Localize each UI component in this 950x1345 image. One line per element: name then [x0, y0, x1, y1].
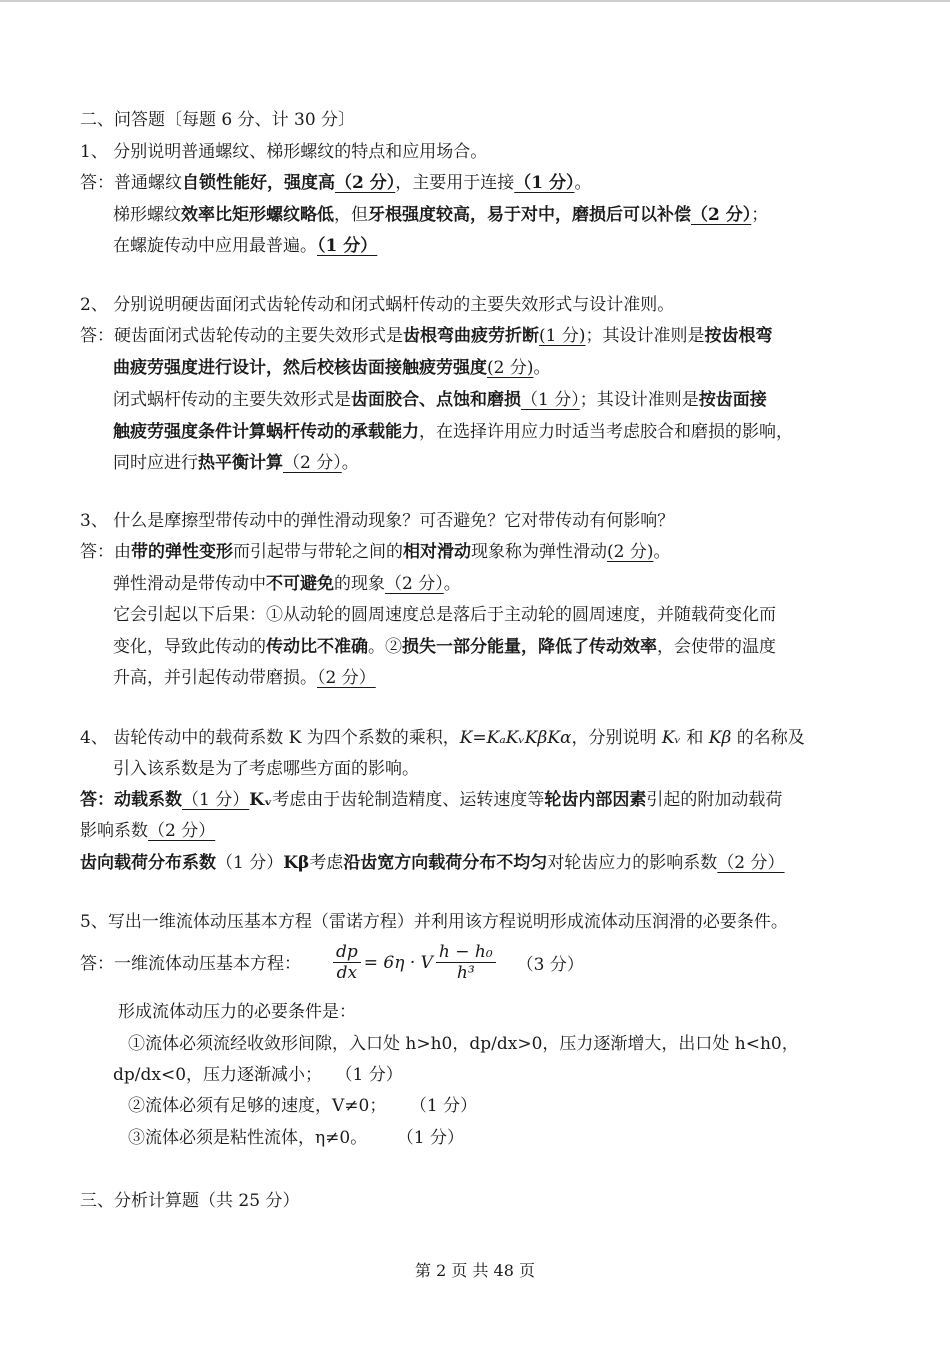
q4-answer-line2 — [80, 819, 215, 843]
score: （1 分） — [317, 236, 378, 256]
score: （3 分） — [516, 955, 584, 975]
key-point: 齿根弯曲疲劳折断 — [403, 326, 539, 346]
text: 变化，导致此传动的 — [113, 637, 266, 657]
q3-answer-line1 — [80, 540, 670, 564]
key-point: 曲疲劳强度进行设计，然后校核齿面接触疲劳强度 — [113, 358, 487, 378]
text: ，在选择许用应力时适当考虑胶合和磨损的影响， — [419, 422, 793, 442]
text: 。 — [341, 453, 359, 473]
score: （2 分） — [148, 821, 216, 841]
text: 影响系数 — [80, 821, 148, 841]
text: 答：由 — [80, 542, 131, 562]
score: （2 分） — [385, 574, 444, 594]
text: ②流体必须有足够的速度，V≠0； — [128, 1096, 387, 1116]
score: （2 分） — [317, 668, 376, 688]
text: 。 — [533, 358, 551, 378]
q3-question: 3、 什么是摩擦型带传动中的弹性滑动现象？可否避免？它对带传动有何影响？ — [80, 511, 675, 531]
key-point: 齿向载荷分布系数 — [80, 853, 216, 873]
text: 升高，并引起传动带磨损。 — [113, 668, 317, 688]
symbol: Kβ — [708, 728, 732, 748]
key-point: 带的弹性变形 — [131, 542, 233, 562]
symbol: Kᵥ — [661, 728, 681, 748]
text: 。 — [443, 574, 461, 594]
key-point: 效率比矩形螺纹略低 — [181, 205, 334, 225]
score: （1 分） — [405, 1128, 464, 1148]
q3-answer-line4 — [113, 635, 776, 659]
denominator: dx — [336, 963, 358, 983]
key-point: 相对滑动 — [403, 542, 471, 562]
text: 梯形螺纹 — [113, 205, 181, 225]
q5-condition-1-line2 — [113, 1063, 403, 1087]
text: 在螺旋传动中应用最普遍。 — [113, 236, 317, 256]
key-point: 牙根强度较高，易于对中，磨损后可以补偿 — [368, 205, 691, 225]
q5-conditions-title: 形成流体动压力的必要条件是： — [118, 1002, 356, 1022]
text: 考虑由于齿轮制造精度、运转速度等 — [272, 790, 545, 810]
key-point: 动载系数 — [114, 790, 182, 810]
text: dp/dx<0，压力逐渐减小； — [113, 1065, 323, 1085]
text: ③流体必须是粘性流体，η≠0。 — [128, 1128, 368, 1148]
q4-question-line1 — [80, 726, 805, 750]
fraction-h — [436, 942, 496, 983]
numerator: dp — [333, 942, 361, 963]
text: 的现象 — [334, 574, 385, 594]
key-point: 损失一部分能量，降低了传动效率 — [402, 637, 657, 657]
score: （1 分） — [216, 853, 284, 873]
key-point: 传动比不准确 — [266, 637, 368, 657]
text: 而引起带与带轮之间的 — [233, 542, 403, 562]
q1-answer-line2 — [113, 203, 768, 227]
formula: K=KₐKᵥKβKα — [459, 728, 572, 748]
key-point: 热平衡计算 — [198, 453, 283, 473]
key-point: 齿面胶合、点蚀和磨损 — [351, 390, 521, 410]
text: ，但 — [334, 205, 368, 225]
text: 同时应进行 — [113, 453, 198, 473]
score: （1 分） — [521, 390, 580, 410]
text: 弹性滑动是带传动中 — [113, 574, 266, 594]
q4-answer-line1 — [80, 788, 782, 812]
page-footer: 第 2 页 共 48 页 — [415, 1261, 535, 1280]
score: （1 分） — [514, 173, 575, 193]
text: 答： — [80, 790, 114, 810]
text: ，会使带的温度 — [657, 637, 776, 657]
score: (2 分) — [487, 358, 534, 378]
text: ；其设计准则是 — [579, 390, 699, 410]
key-point: 按齿面接 — [698, 390, 767, 410]
q3-answer-line5 — [113, 666, 376, 690]
text: 现象称为弹性滑动 — [471, 542, 607, 562]
key-point: 触疲劳强度条件计算蜗杆传动的承载能力 — [113, 422, 419, 442]
text: 闭式蜗杆传动的主要失效形式是 — [113, 390, 351, 410]
score: （2 分） — [717, 853, 785, 873]
score: （1 分） — [182, 790, 250, 810]
text: 对轮齿应力的影响系数 — [547, 853, 718, 873]
q1-question: 1、 分别说明普通螺纹、梯形螺纹的特点和应用场合。 — [80, 142, 488, 162]
key-point: 按齿根弯 — [704, 326, 773, 346]
text: ，分别说明 — [571, 728, 662, 748]
denominator: h³ — [456, 963, 475, 983]
q3-answer-line3: 它会引起以下后果：①从动轮的圆周速度总是落后于主动轮的圆周速度，并随载荷变化而 — [113, 605, 776, 625]
text: 的名称及 — [731, 728, 805, 748]
text: 。 — [574, 173, 592, 193]
numerator: h − h₀ — [436, 942, 496, 963]
section-3-title: 三、分析计算题（共 25 分） — [80, 1191, 300, 1211]
score: （1 分） — [344, 1065, 403, 1085]
page-top-border — [0, 0, 950, 2]
q5-condition-2 — [128, 1094, 477, 1118]
section-2-title: 二、问答题〔每题 6 分、计 30 分〕 — [80, 110, 356, 130]
q1-answer-line1 — [80, 171, 592, 195]
text: 引起的附加动载荷 — [646, 790, 783, 810]
q2-answer-line2 — [113, 356, 550, 380]
key-point: 自锁性能好，强度高 — [182, 173, 335, 193]
score: （1 分） — [418, 1096, 478, 1116]
q4-question-line2: 引入该系数是为了考虑哪些方面的影响。 — [113, 759, 419, 779]
q2-answer-line1 — [80, 324, 772, 348]
q5-question: 5、写出一维流体动压基本方程（雷诺方程）并利用该方程说明形成流体动压润滑的必要条件。 — [80, 912, 788, 932]
text: 4、 齿轮传动中的载荷系数 K 为四个系数的乘积， — [80, 728, 460, 748]
q2-answer-line3 — [113, 388, 767, 412]
text: 考虑 — [309, 853, 344, 873]
text: 答：硬齿面闭式齿轮传动的主要失效形式是 — [80, 326, 403, 346]
q2-answer-line4 — [113, 420, 793, 444]
q2-question: 2、 分别说明硬齿面闭式齿轮传动和闭式蜗杆传动的主要失效形式与设计准则。 — [80, 295, 675, 315]
key-point: 沿齿宽方向载荷分布不均匀 — [343, 853, 548, 873]
equation-middle: = 6η · V — [363, 952, 433, 973]
symbol: Kᵥ — [249, 790, 273, 810]
q1-answer-line3 — [113, 234, 377, 258]
fraction-dp-dx — [333, 942, 361, 983]
key-point: 不可避免 — [266, 574, 334, 594]
q5-condition-3 — [128, 1126, 464, 1150]
text: ； — [751, 205, 769, 225]
text: 和 — [680, 728, 709, 748]
text: 。 — [653, 542, 671, 562]
score: (2 分) — [607, 542, 654, 562]
text: 。② — [368, 637, 402, 657]
score: （2 分） — [283, 453, 342, 473]
symbol: Kβ — [283, 853, 310, 873]
score: (1 分) — [539, 326, 586, 346]
q2-answer-line5 — [113, 451, 359, 475]
q3-answer-line2 — [113, 572, 461, 596]
score: （2 分） — [335, 173, 396, 193]
key-point: 轮齿内部因素 — [544, 790, 647, 810]
q5-condition-1-line1: ①流体必须流经收敛形间隙，入口处 h>h0，dp/dx>0，压力逐渐增大，出口处 h<h0， — [128, 1034, 799, 1054]
score: （2 分） — [691, 205, 752, 225]
reynolds-equation — [330, 942, 584, 983]
text: ，主要用于连接 — [395, 173, 515, 193]
text: ；其设计准则是 — [585, 326, 705, 346]
text: 答：普通螺纹 — [80, 173, 182, 193]
q5-answer-prefix: 答：一维流体动压基本方程： — [80, 954, 301, 974]
q4-answer-line3 — [80, 851, 785, 875]
